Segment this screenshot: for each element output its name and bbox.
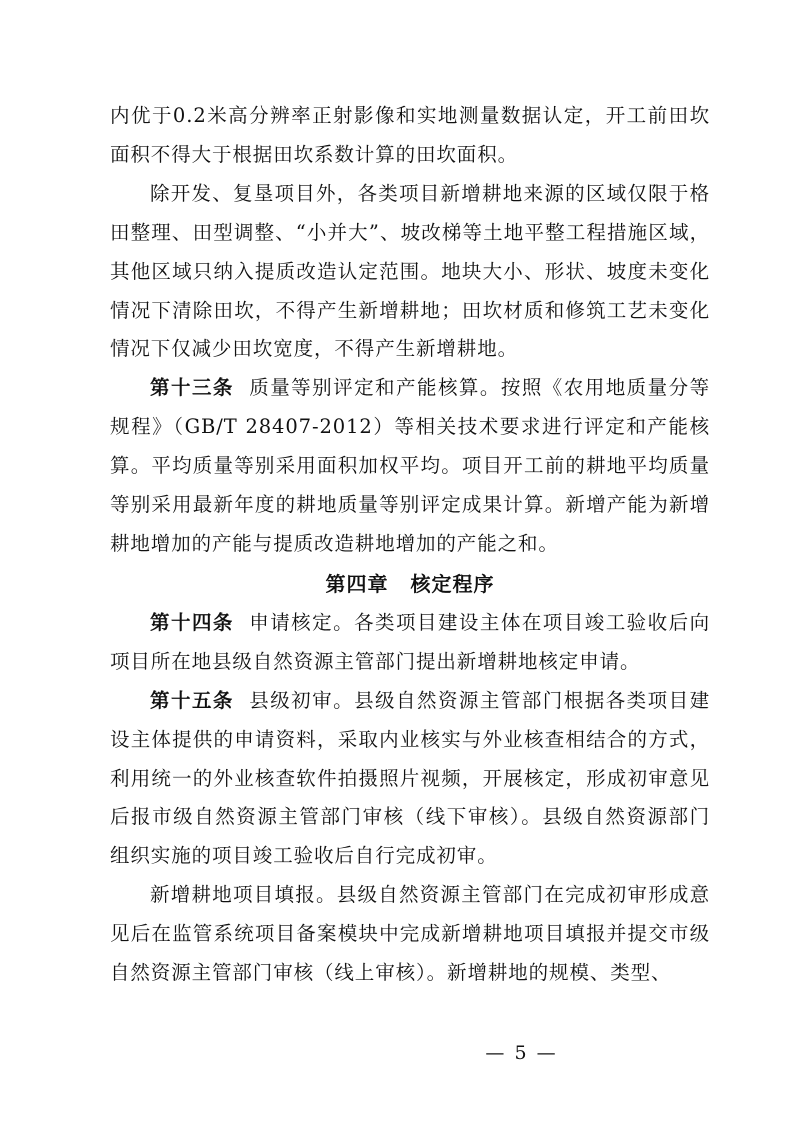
- article-14-text: 申请核定。各类项目建设主体在项目竣工验收后向项目所在地县级自然资源主管部门提出新增耕地核定申请。: [110, 610, 710, 673]
- paragraph-project-filing: 新增耕地项目填报。县级自然资源主管部门在完成初审形成意见后在监管系统项目备案模块中完成新增耕地项目填报并提交市级自然资源主管部门审核（线上审核）。新增耕地的规模、类型、: [110, 883, 710, 985]
- chapter-number: 第四章: [325, 571, 389, 596]
- article-13-title: 第十三条: [150, 376, 234, 400]
- paragraph-source-area: 除开发、复垦项目外，各类项目新增耕地来源的区域仅限于格田整理、田型调整、“小并大”、坡改梯等土地平整工程措施区域，其他区域只纳入提质改造认定范围。地块大小、形状、坡度未变化情况下清除田坎，不得产生新增耕地；田坎材质和修筑工艺未变化情况下仅减少田坎宽度，不得产生新增耕地。: [110, 181, 710, 361]
- document-body: [110, 97, 710, 993]
- article-14: [110, 604, 710, 682]
- article-15-text: 县级初审。县级自然资源主管部门根据各类项目建设主体提供的申请资料，采取内业核实与外业核查相结合的方式，利用统一的外业核查软件拍摄照片视频，开展核定，形成初审意见后报市级自然资源主管部门审核（线下审核）。县级自然资源部门组织实施的项目竣工验收后自行完成初审。: [110, 688, 710, 868]
- article-15: [110, 682, 710, 877]
- chapter-title: 核定程序: [410, 571, 495, 596]
- article-13: [110, 369, 710, 564]
- paragraph-continuation: 内优于0.2米高分辨率正射影像和实地测量数据认定，开工前田坎面积不得大于根据田坎系数计算的田坎面积。: [110, 104, 710, 166]
- page-number: — 5 —: [485, 1042, 558, 1064]
- article-15-title: 第十五条: [150, 688, 234, 712]
- article-13-text: 质量等别评定和产能核算。按照《农用地质量分等规程》（GB/T 28407-2012）等相关技术要求进行评定和产能核算。平均质量等别采用面积加权平均。项目开工前的耕地平均质量等别采用最新年度的耕地质量等别评定成果计算。新增产能为新增耕地增加的产能与提质改造耕地增加的产能之和。: [110, 376, 710, 555]
- chapter-heading: [110, 564, 710, 604]
- article-14-title: 第十四条: [150, 610, 234, 634]
